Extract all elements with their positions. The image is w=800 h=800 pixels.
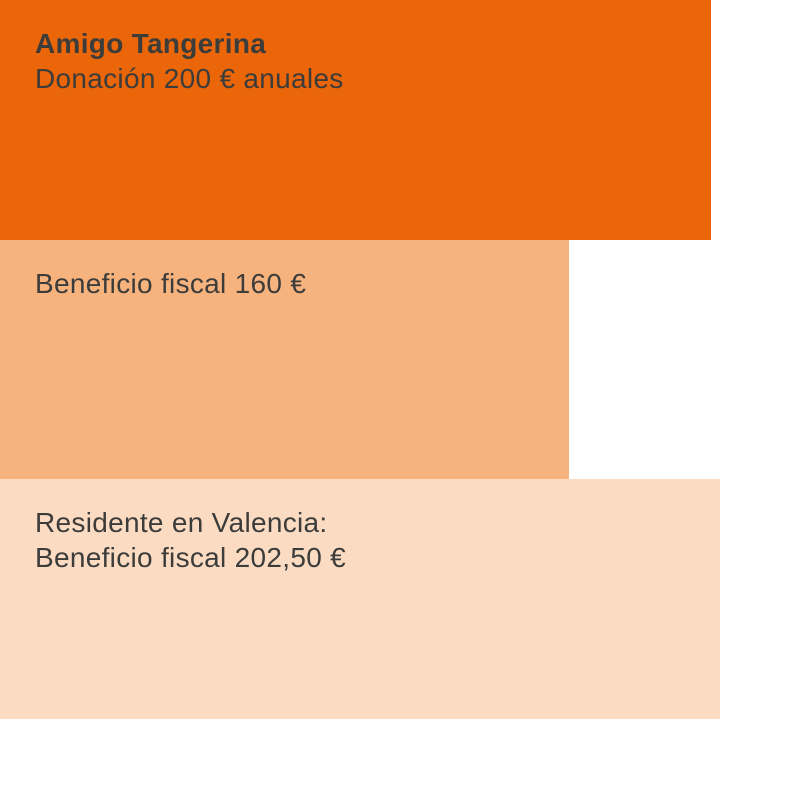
bar-tax-benefit-valencia-label-line1: Residente en Valencia: [35, 507, 328, 538]
bar-donation [0, 0, 711, 240]
bar-tax-benefit-label: Beneficio fiscal 160 € [35, 268, 307, 299]
bar-tax-benefit-valencia-label-line2: Beneficio fiscal 202,50 € [35, 542, 347, 573]
bar-tax-benefit-valencia [0, 479, 720, 719]
bar-donation-subtitle: Donación 200 € anuales [35, 63, 344, 94]
bar-donation-title: Amigo Tangerina [35, 28, 267, 59]
bar-tax-benefit [0, 240, 569, 479]
